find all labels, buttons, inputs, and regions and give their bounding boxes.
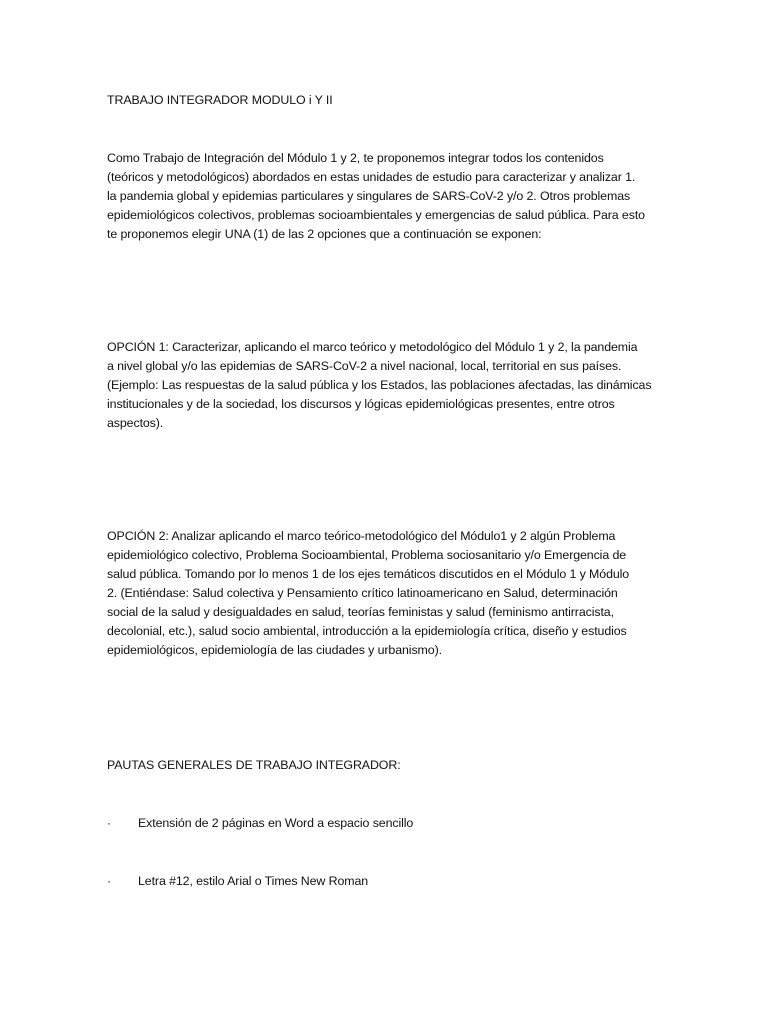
- guidelines-heading-text: PAUTAS GENERALES DE TRABAJO INTEGRADOR:: [107, 758, 401, 772]
- option-2-line: OPCIÓN 2: Analizar aplicando el marco teórico-metodológico del Módulo1 y 2 algún Problema: [107, 529, 616, 543]
- intro-line: (teóricos y metodológicos) abordados en estas unidades de estudio para caracterizar y analizar 1.: [107, 170, 636, 184]
- intro-line: Como Trabajo de Integración del Módulo 1 y 2, te proponemos integrar todos los contenidos: [107, 151, 604, 165]
- option-2-line: social de la salud y desigualdades en salud, teorías feministas y salud (feminismo antirracista,: [107, 605, 614, 619]
- guideline-bullet-item: [107, 872, 667, 891]
- bullet-dot-icon: ·: [107, 874, 112, 888]
- option-2-line: 2. (Entiéndase: Salud colectiva y Pensamiento crítico latinoamericano en Salud, determinación: [107, 586, 618, 600]
- option-2-line: salud pública. Tomando por lo menos 1 de los ejes temáticos discutidos en el Módulo 1 y Módulo: [107, 567, 630, 581]
- option-1-line: institucionales y de la sociedad, los discursos y lógicas epidemiológicas presentes, entre otros: [107, 397, 615, 411]
- document-title: [107, 91, 667, 110]
- option-1-paragraph: [107, 338, 667, 433]
- option-1-line: (Ejemplo: Las respuestas de la salud pública y los Estados, las poblaciones afectadas, las dinámicas: [107, 378, 652, 392]
- guidelines-heading: [107, 756, 667, 775]
- guideline-bullet-item: [107, 814, 667, 833]
- bullet-text: Extensión de 2 páginas en Word a espacio sencillo: [138, 816, 414, 830]
- option-2-line: decolonial, etc.), salud socio ambiental, introducción a la epidemiología crítica, diseño y estudios: [107, 624, 627, 638]
- intro-line: te proponemos elegir UNA (1) de las 2 opciones que a continuación se exponen:: [107, 227, 542, 241]
- intro-line: la pandemia global y epidemias particulares y singulares de SARS-CoV-2 y/o 2. Otros problemas: [107, 189, 631, 203]
- option-2-paragraph: [107, 527, 667, 660]
- option-2-line: epidemiológico colectivo, Problema Socioambiental, Problema sociosanitario y/o Emergencia de: [107, 548, 627, 562]
- title-text: TRABAJO INTEGRADOR MODULO i Y II: [107, 93, 333, 107]
- option-1-line: a nivel global y/o las epidemias de SARS-CoV-2 a nivel nacional, local, territorial en sus países.: [107, 359, 622, 373]
- option-1-line: aspectos).: [107, 416, 164, 430]
- option-2-line: epidemiológicos, epidemiología de las ciudades y urbanismo).: [107, 643, 442, 657]
- bullet-dot-icon: ·: [107, 816, 112, 830]
- intro-paragraph: [107, 149, 667, 244]
- intro-line: epidemiológicos colectivos, problemas socioambientales y emergencias de salud pública. Para esto: [107, 208, 645, 222]
- bullet-text: Letra #12, estilo Arial o Times New Roman: [138, 874, 369, 888]
- option-1-line: OPCIÓN 1: Caracterizar, aplicando el marco teórico y metodológico del Módulo 1 y 2, la pandemia: [107, 340, 638, 354]
